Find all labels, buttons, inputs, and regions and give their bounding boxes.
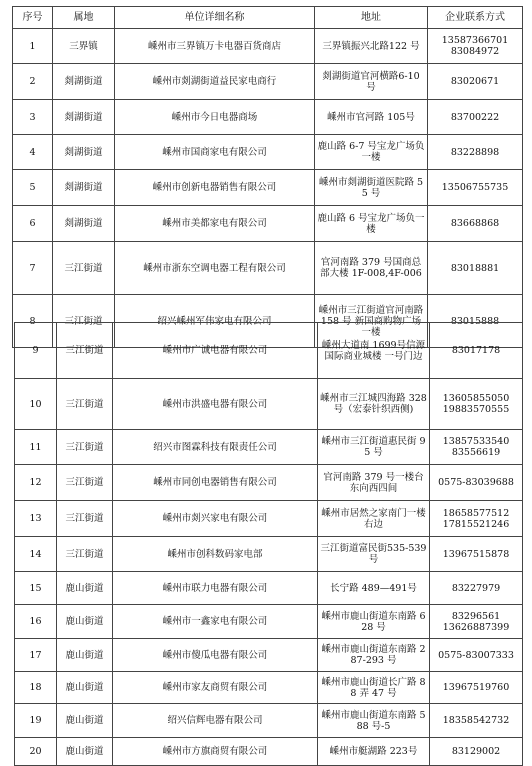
row-company-name: 嵊州市美都家电有限公司: [115, 206, 315, 242]
row-company-name: 嵊州市创新电器销售有限公司: [115, 170, 315, 206]
row-area: 三江街道: [57, 323, 113, 379]
row-contact: 83227979: [430, 572, 523, 605]
table-row: [15, 572, 523, 605]
row-address: 嵊州大道南 1699号信源国际商业城楼 一号门边: [318, 323, 430, 379]
row-company-name: 嵊州市浙东空调电器工程有限公司: [115, 242, 315, 295]
row-company-name: 嵊州市傻瓜电器有限公司: [113, 639, 318, 672]
row-area: 鹿山街道: [57, 605, 113, 639]
row-area: 三江街道: [53, 295, 115, 348]
row-company-name: 嵊州市国商家电有限公司: [115, 135, 315, 170]
row-area: 鹿山街道: [57, 639, 113, 672]
table-row: [13, 170, 523, 206]
table-row: [13, 29, 523, 64]
row-address: 三江街道富民街535-539 号: [318, 537, 430, 572]
header-name: 单位详细名称: [115, 7, 315, 29]
row-company-name: 嵊州市广诚电器有限公司: [113, 323, 318, 379]
row-address: 鹿山路 6 号宝龙广场负一楼: [315, 206, 428, 242]
row-number: 2: [13, 64, 53, 100]
table-row: [15, 639, 523, 672]
row-area: 剡湖街道: [53, 64, 115, 100]
row-number: 11: [15, 430, 57, 465]
row-contact: 83018881: [428, 242, 523, 295]
row-contact: 83129002: [430, 738, 523, 766]
row-area: 三江街道: [57, 379, 113, 430]
row-contact: 83228898: [428, 135, 523, 170]
row-address: 嵊州市三江城四海路 328 号（宏泰针织西侧): [318, 379, 430, 430]
header-contact: 企业联系方式: [428, 7, 523, 29]
row-address: 嵊州市鹿山街道东南路 287-293 号: [318, 639, 430, 672]
row-area: 三江街道: [57, 465, 113, 501]
row-company-name: 嵊州市创科数码家电部: [113, 537, 318, 572]
table-row: [15, 672, 523, 704]
row-address: 官河南路 379 号一楼台东向西四间: [318, 465, 430, 501]
row-number: 5: [13, 170, 53, 206]
row-company-name: 嵊州市同创电器销售有限公司: [113, 465, 318, 501]
table-row: [15, 465, 523, 501]
row-area: 鹿山街道: [57, 672, 113, 704]
row-address: 嵊州市艇湖路 223号: [318, 738, 430, 766]
row-number: 4: [13, 135, 53, 170]
row-company-name: 绍兴市图霖科技有限责任公司: [113, 430, 318, 465]
row-contact: 13506755735: [428, 170, 523, 206]
row-contact: 13967515878: [430, 537, 523, 572]
row-contact: 83668868: [428, 206, 523, 242]
table-row: [13, 64, 523, 100]
table-row: [15, 537, 523, 572]
row-address: 嵊州市鹿山街道东南路 628 号: [318, 605, 430, 639]
table-row: [15, 738, 523, 766]
row-area: 三江街道: [57, 501, 113, 537]
row-number: 20: [15, 738, 57, 766]
row-address: 嵊州市三江街道惠民街 95 号: [318, 430, 430, 465]
row-company-name: 嵊州市洪盛电器有限公司: [113, 379, 318, 430]
table-row: [13, 135, 523, 170]
row-company-name: 嵊州市联力电器有限公司: [113, 572, 318, 605]
row-number: 8: [13, 295, 53, 348]
row-number: 16: [15, 605, 57, 639]
row-number: 10: [15, 379, 57, 430]
row-area: 剡湖街道: [53, 170, 115, 206]
row-company-name: 嵊州市剡湖街道益民家电商行: [115, 64, 315, 100]
row-contact: 0575-83007333: [430, 639, 523, 672]
row-address: 嵊州市鹿山街道东南路 588 号-5: [318, 704, 430, 738]
row-area: 鹿山街道: [57, 738, 113, 766]
row-number: 13: [15, 501, 57, 537]
row-area: 三江街道: [53, 242, 115, 295]
row-area: 三江街道: [57, 537, 113, 572]
row-address: 嵊州市剡湖街道医院路 55 号: [315, 170, 428, 206]
row-area: 鹿山街道: [57, 572, 113, 605]
row-number: 7: [13, 242, 53, 295]
row-company-name: 绍兴嵊州军伟家电有限公司: [115, 295, 315, 348]
row-contact: 83700222: [428, 100, 523, 135]
table-row: [15, 323, 523, 379]
table-row: [13, 100, 523, 135]
row-number: 19: [15, 704, 57, 738]
row-company-name: 嵊州市家友商贸有限公司: [113, 672, 318, 704]
row-number: 15: [15, 572, 57, 605]
row-company-name: 嵊州市今日电器商场: [115, 100, 315, 135]
row-address: 鹿山路 6-7 号宝龙广场负一楼: [315, 135, 428, 170]
dealer-table-1: [12, 6, 523, 348]
row-address: 官河南路 379 号国商总部大楼 1F-008,4F-006: [315, 242, 428, 295]
table-row: [15, 501, 523, 537]
table-row: [13, 242, 523, 295]
row-address: 剡湖街道官河横路6-10 号: [315, 64, 428, 100]
row-number: 12: [15, 465, 57, 501]
row-number: 17: [15, 639, 57, 672]
table-row: [15, 430, 523, 465]
row-address: 三界镇振兴北路122 号: [315, 29, 428, 64]
row-area: 剡湖街道: [53, 135, 115, 170]
row-number: 3: [13, 100, 53, 135]
row-address: 嵊州市鹿山街道长广路 88 弄 47 号: [318, 672, 430, 704]
row-contact: 13605855050 19883570555: [430, 379, 523, 430]
row-contact: 13587366701 83084972: [428, 29, 523, 64]
table-row: [15, 379, 523, 430]
row-contact: 18358542732: [430, 704, 523, 738]
table-row: [15, 704, 523, 738]
row-area: 剡湖街道: [53, 100, 115, 135]
row-contact: 13857533540 83556619: [430, 430, 523, 465]
row-company-name: 嵊州市方旗商贸有限公司: [113, 738, 318, 766]
row-company-name: 嵊州市三界镇万卡电器百货商店: [115, 29, 315, 64]
row-number: 18: [15, 672, 57, 704]
row-area: 剡湖街道: [53, 206, 115, 242]
row-company-name: 嵊州市剡兴家电有限公司: [113, 501, 318, 537]
row-number: 6: [13, 206, 53, 242]
row-contact: 83020671: [428, 64, 523, 100]
header-area: 属地: [53, 7, 115, 29]
row-area: 三江街道: [57, 430, 113, 465]
row-contact: 13967519760: [430, 672, 523, 704]
row-address: 嵊州市官河路 105号: [315, 100, 428, 135]
dealer-table-2: [14, 322, 523, 766]
row-contact: 83015888: [428, 295, 523, 348]
row-area: 三界镇: [53, 29, 115, 64]
row-number: 9: [15, 323, 57, 379]
header-address: 地址: [315, 7, 428, 29]
row-address: 长宁路 489—491号: [318, 572, 430, 605]
row-address: 嵊州市居然之家南门一楼右边: [318, 501, 430, 537]
row-company-name: 嵊州市一鑫家电有限公司: [113, 605, 318, 639]
row-contact: 18658577512 17815521246: [430, 501, 523, 537]
table-row: [15, 605, 523, 639]
table-row: [13, 206, 523, 242]
row-area: 鹿山街道: [57, 704, 113, 738]
row-contact: 83017178: [430, 323, 523, 379]
row-contact: 0575-83039688: [430, 465, 523, 501]
row-number: 14: [15, 537, 57, 572]
row-number: 1: [13, 29, 53, 64]
row-address: 嵊州市三江街道官河南路 158 号 新国商购物广场一楼: [315, 295, 428, 348]
row-contact: 83296561 13626887399: [430, 605, 523, 639]
row-company-name: 绍兴信辉电器有限公司: [113, 704, 318, 738]
header-row: [13, 7, 523, 29]
header-no: 序号: [13, 7, 53, 29]
